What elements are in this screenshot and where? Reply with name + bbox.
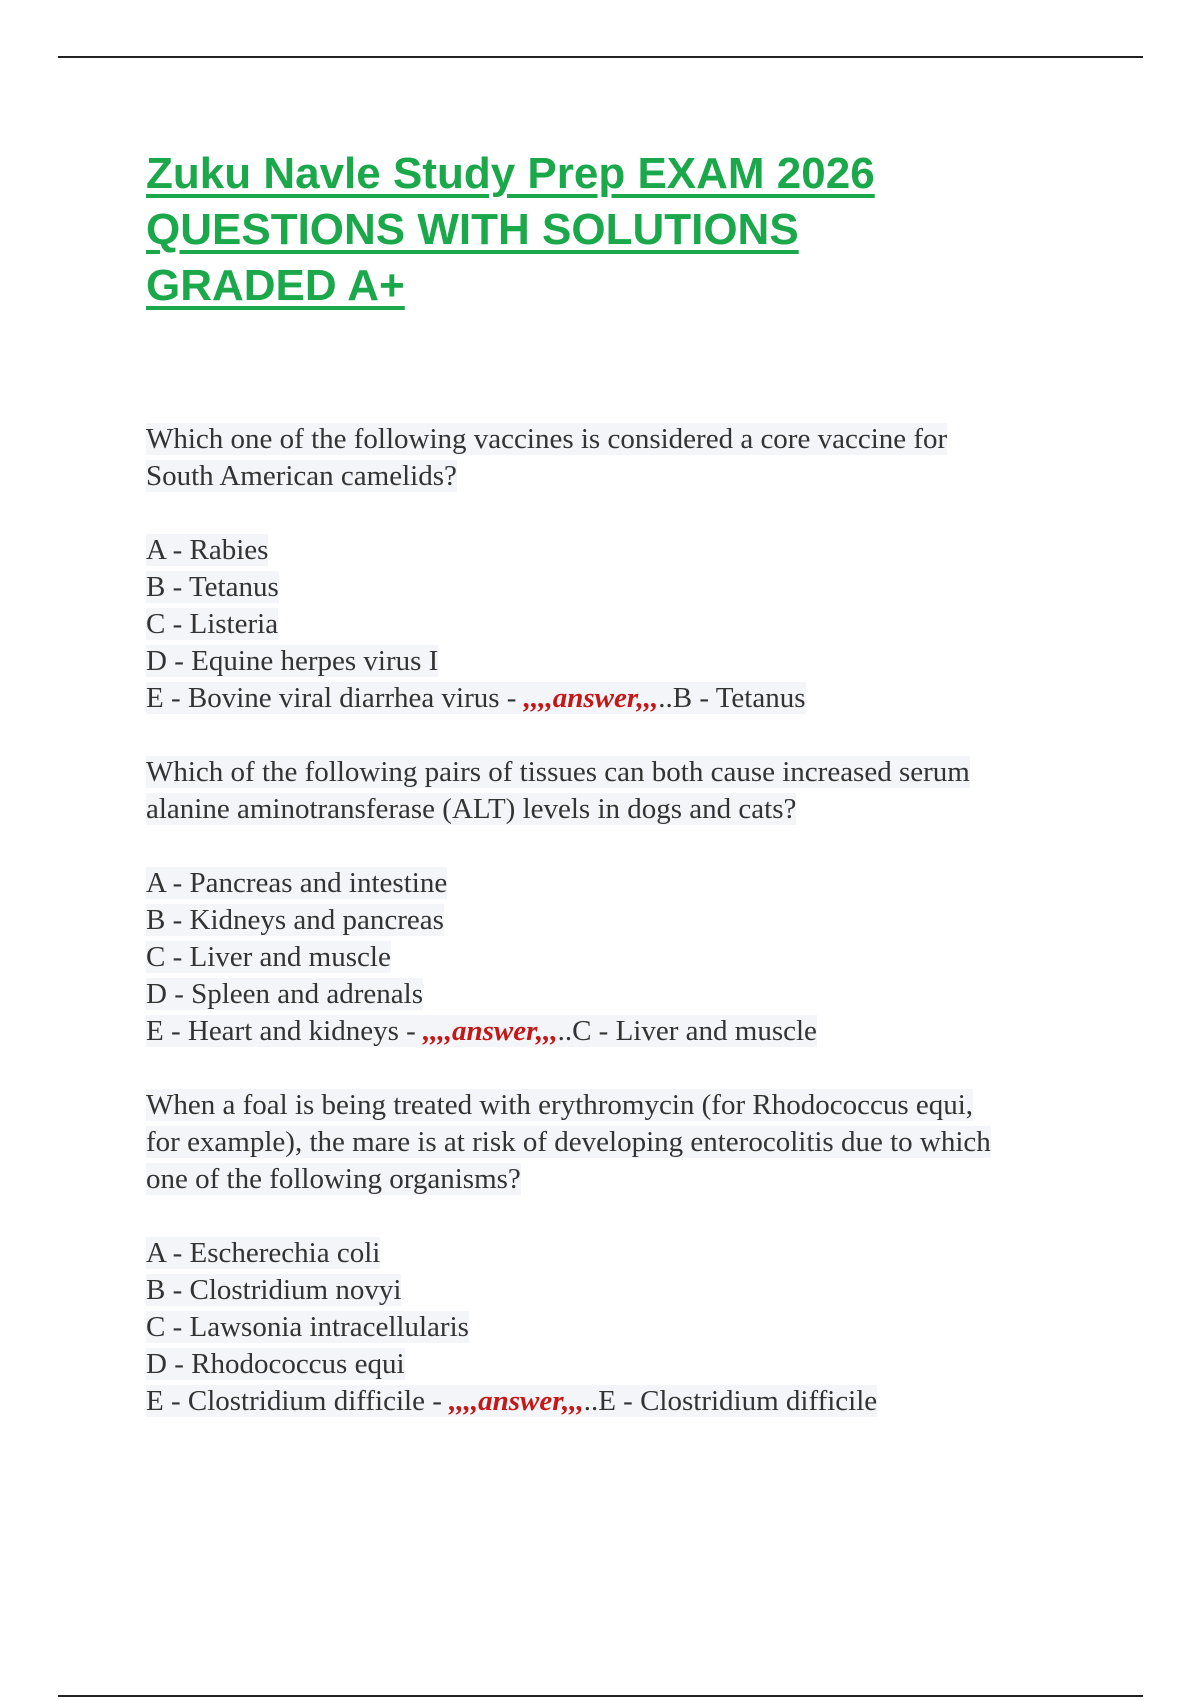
options-list	[146, 532, 1106, 717]
answer-text: ..B - Tetanus	[658, 682, 806, 714]
options-list	[146, 1235, 1106, 1420]
document-body	[146, 421, 1106, 1420]
option-item: A - Escherechia coli	[146, 1237, 381, 1269]
answer-text: ..E - Clostridium difficile	[583, 1385, 878, 1417]
option-item: D - Rhodococcus equi	[146, 1348, 405, 1380]
option-item: D - Spleen and adrenals	[146, 978, 424, 1010]
document-title[interactable]	[146, 146, 1046, 314]
question-block	[146, 421, 1106, 717]
answer-text: ..C - Liver and muscle	[557, 1015, 817, 1047]
option-item: B - Tetanus	[146, 571, 279, 603]
answer-marker: ,,,,answer,,,	[449, 1385, 584, 1417]
title-line: Zuku Navle Study Prep EXAM 2026	[146, 149, 875, 198]
option-item: C - Listeria	[146, 608, 279, 640]
bottom-divider	[58, 1695, 1143, 1697]
option-item: B - Clostridium novyi	[146, 1274, 402, 1306]
option-item-with-answer: E - Heart and kidneys - ,,,,answer,,,..C - Liver and muscle	[146, 1015, 817, 1047]
option-item: A - Rabies	[146, 534, 269, 566]
question-block	[146, 1087, 1106, 1420]
option-item: C - Lawsonia intracellularis	[146, 1311, 469, 1343]
question-text: Which one of the following vaccines is considered a core vaccine for South American camelids?	[146, 423, 948, 492]
title-line: GRADED A+	[146, 261, 405, 310]
question-text: When a foal is being treated with erythromycin (for Rhodococcus equi, for example), the mare is at risk of developing enterocolitis due to which one of the following organisms?	[146, 1089, 991, 1195]
question-text: Which of the following pairs of tissues can both cause increased serum alanine aminotransferase (ALT) levels in dogs and cats?	[146, 756, 970, 825]
question-block	[146, 754, 1106, 1050]
option-item: D - Equine herpes virus I	[146, 645, 439, 677]
title-line: QUESTIONS WITH SOLUTIONS	[146, 205, 799, 254]
answer-marker: ,,,,answer,,,	[423, 1015, 558, 1047]
answer-marker: ,,,,answer,,,	[523, 682, 659, 714]
option-item-with-answer: E - Clostridium difficile - ,,,,answer,,,..E - Clostridium difficile	[146, 1385, 878, 1417]
options-list	[146, 865, 1106, 1050]
top-divider	[58, 56, 1143, 58]
option-item: C - Liver and muscle	[146, 941, 391, 973]
option-item-with-answer: E - Bovine viral diarrhea virus - ,,,,answer,,,..B - Tetanus	[146, 682, 806, 714]
option-item: B - Kidneys and pancreas	[146, 904, 444, 936]
option-item: A - Pancreas and intestine	[146, 867, 448, 899]
